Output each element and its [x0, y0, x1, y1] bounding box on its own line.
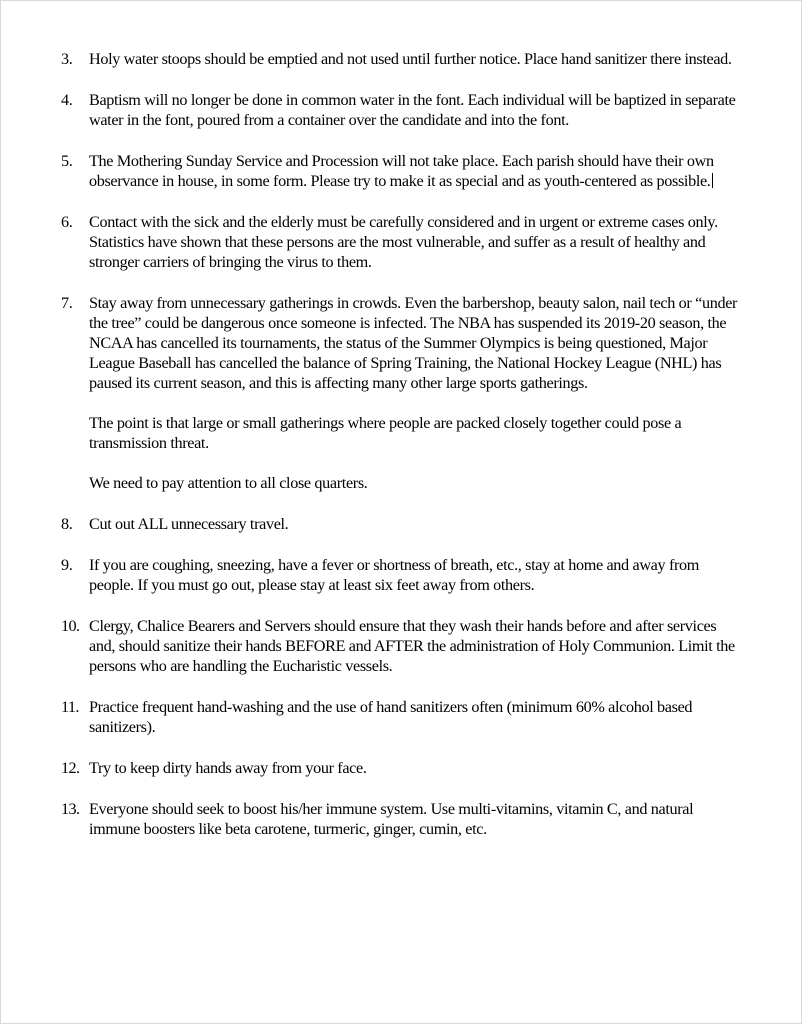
- list-item: [61, 151, 741, 191]
- list-subparagraph: The point is that large or small gatherings where people are packed closely together could pose a transmission threat.: [89, 414, 682, 452]
- list-item: [61, 616, 741, 676]
- list-item: [61, 49, 741, 69]
- list-number: 10.: [61, 617, 80, 635]
- list-number: 12.: [61, 759, 80, 777]
- list-text: Stay away from unnecessary gatherings in crowds. Even the barbershop, beauty salon, nail tech or “under the tree” could be dangerous once someone is infected. The NBA has suspended its 2019-20 season, the NCAA has cancelled its tournaments, the status of the Summer Olympics is being questioned, Major League Baseball has cancelled the balance of Spring Training, the National Hockey League (NHL) has paused its current season, and this is affecting many other large sports gatherings.: [89, 294, 738, 392]
- numbered-list: [61, 49, 741, 860]
- list-number: 4.: [61, 91, 73, 109]
- list-item: [61, 90, 741, 130]
- list-text-content: The Mothering Sunday Service and Procession will not take place. Each parish should have their own observance in house, in some form. Please try to make it as special and as youth-centered as possible.: [89, 152, 714, 190]
- list-number: 5.: [61, 152, 73, 170]
- list-item: [61, 212, 741, 272]
- list-item: [61, 758, 741, 778]
- list-text: Everyone should seek to boost his/her immune system. Use multi-vitamins, vitamin C, and natural immune boosters like beta carotene, turmeric, ginger, cumin, etc.: [89, 800, 694, 838]
- list-item: [61, 293, 741, 493]
- list-subparagraph: We need to pay attention to all close quarters.: [89, 474, 368, 492]
- list-number: 9.: [61, 556, 73, 574]
- list-item: [61, 555, 741, 595]
- list-text: Baptism will no longer be done in common water in the font. Each individual will be baptized in separate water in the font, poured from a container over the candidate and into the font.: [89, 91, 736, 129]
- list-text: If you are coughing, sneezing, have a fever or shortness of breath, etc., stay at home and away from people. If you must go out, please stay at least six feet away from others.: [89, 556, 700, 594]
- list-number: 6.: [61, 213, 73, 231]
- list-text: Cut out ALL unnecessary travel.: [89, 515, 289, 533]
- list-item: [61, 697, 741, 737]
- list-text: Try to keep dirty hands away from your face.: [89, 759, 367, 777]
- list-text: Clergy, Chalice Bearers and Servers should ensure that they wash their hands before and after services and, should sanitize their hands BEFORE and AFTER the administration of Holy Communion. Limit the persons who are handling the Eucharistic vessels.: [89, 617, 735, 675]
- list-number: 8.: [61, 515, 73, 533]
- list-number: 3.: [61, 50, 73, 68]
- list-text: Holy water stoops should be emptied and not used until further notice. Place hand sanitizer there instead.: [89, 50, 732, 68]
- list-text: [89, 151, 741, 191]
- list-number: 7.: [61, 294, 73, 312]
- list-text: Contact with the sick and the elderly must be carefully considered and in urgent or extreme cases only. Statistics have shown that these persons are the most vulnerable, and suffer as a result of healthy and stronger carriers of bringing the virus to them.: [89, 213, 718, 271]
- list-item: [61, 514, 741, 534]
- list-number: 13.: [61, 800, 80, 818]
- text-cursor: [712, 173, 713, 188]
- list-text: Practice frequent hand-washing and the use of hand sanitizers often (minimum 60% alcohol based sanitizers).: [89, 698, 693, 736]
- list-item: [61, 799, 741, 839]
- list-number: 11.: [61, 698, 79, 716]
